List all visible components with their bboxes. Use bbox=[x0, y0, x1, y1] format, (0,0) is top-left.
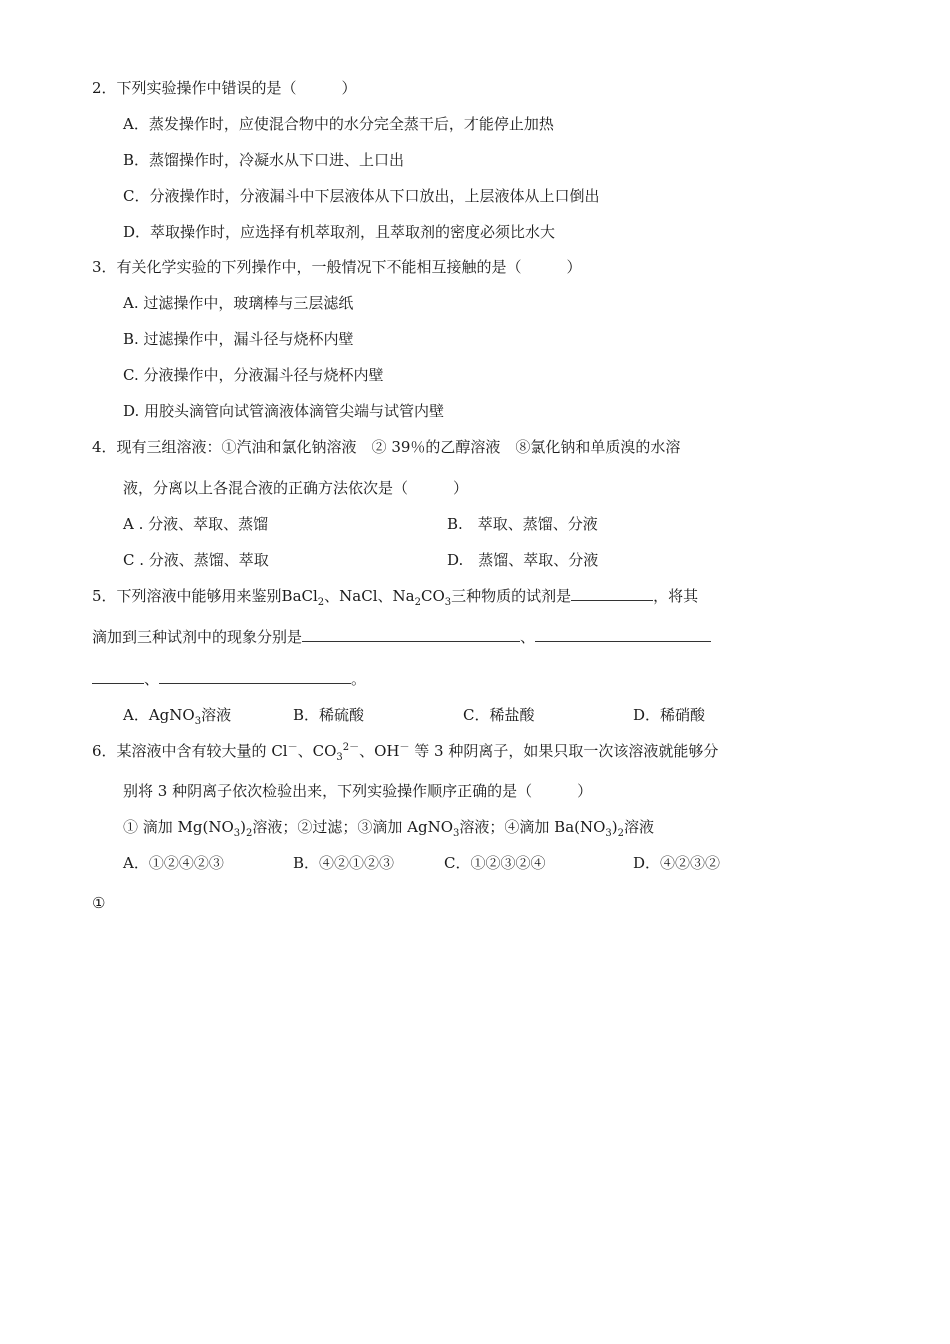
q4-option-b: B. 萃取、蒸馏、分液 bbox=[447, 515, 598, 533]
q5-option-b: B．稀硫酸 bbox=[293, 706, 365, 724]
q6-option-b: B．④②①②③ bbox=[293, 854, 395, 872]
q3-stem: 3．有关化学实验的下列操作中，一般情况下不能相互接触的是（ ） bbox=[92, 258, 582, 276]
q6-option-a: A．①②④②③ bbox=[123, 854, 224, 872]
q5-period: 。 bbox=[351, 670, 367, 688]
q5-option-a: A．AgNO$_3$溶液 bbox=[123, 706, 232, 727]
q5-option-d: D．稀硝酸 bbox=[633, 706, 706, 724]
q4-option-c: C . 分液、蒸馏、萃取 bbox=[123, 551, 269, 569]
q6-option-c: C．①②③②④ bbox=[444, 854, 546, 872]
q5-separator: 、 bbox=[144, 670, 160, 688]
q2-option-c: C．分液操作时，分液漏斗中下层液体从下口放出，上层液体从上口倒出 bbox=[123, 187, 600, 205]
q4-option-d: D. 蒸馏、萃取、分液 bbox=[447, 551, 599, 569]
formula-nacl-na2co3: 、NaCl、$Na_2CO_3$ bbox=[324, 587, 452, 608]
q5-stem-line1 bbox=[92, 586, 698, 606]
q6-option-d-wrap: ① bbox=[92, 894, 106, 912]
q5-answer-blank-2a[interactable] bbox=[535, 627, 711, 642]
q5-answer-blank-reagent[interactable] bbox=[571, 586, 653, 601]
q4-stem-line2: 液，分离以上各混合液的正确方法依次是（ ） bbox=[123, 479, 469, 497]
q5-separator: 、 bbox=[520, 628, 536, 646]
q5-stem-prefix: 5．下列溶液中能够用来鉴别 bbox=[92, 587, 282, 605]
formula-bacl2: BaCl$_2$ bbox=[281, 587, 325, 608]
q5-stem-suffix: 三种物质的试剂是 bbox=[451, 587, 572, 605]
q5-stem-line3 bbox=[92, 669, 366, 689]
q5-option-c: C．稀盐酸 bbox=[463, 706, 535, 724]
q3-option-a: A. 过滤操作中，玻璃棒与三层滤纸 bbox=[123, 294, 354, 312]
q6-steps: ① 滴加 $Mg(NO_3)_2$溶液；②过滤；③滴加 AgNO$_3$溶液；④滴加 $Ba(NO_3)_2$溶液 bbox=[123, 818, 655, 839]
q5-line2-prefix: 滴加到三种试剂中的现象分别是 bbox=[92, 628, 303, 646]
q5-stem-line2 bbox=[92, 627, 711, 647]
q4-option-a: A . 分液、萃取、蒸馏 bbox=[123, 515, 269, 533]
q6-stem-line2: 别将 3 种阴离子依次检验出来，下列实验操作顺序正确的是（ ） bbox=[123, 782, 593, 800]
q5-stem-end: ，将其 bbox=[653, 587, 699, 605]
q5-answer-blank-2b[interactable] bbox=[92, 669, 144, 684]
q5-answer-blank-1[interactable] bbox=[302, 627, 520, 642]
q3-option-c: C. 分液操作中，分液漏斗径与烧杯内壁 bbox=[123, 366, 384, 384]
q2-stem: 2．下列实验操作中错误的是（ ） bbox=[92, 79, 357, 97]
q2-option-a: A．蒸发操作时，应使混合物中的水分完全蒸干后，才能停止加热 bbox=[123, 115, 554, 133]
q3-option-b: B. 过滤操作中，漏斗径与烧杯内壁 bbox=[123, 330, 354, 348]
q6-stem-line1: 6．某溶液中含有较大量的 Cl－、$CO_3^{2-}$、OH－ 等 3 种阴离子，如果只取一次该溶液就能够分 bbox=[92, 742, 719, 763]
q3-option-d: D. 用胶头滴管向试管滴液体滴管尖端与试管内壁 bbox=[123, 402, 445, 420]
q4-stem-line1: 4．现有三组溶液：①汽油和氯化钠溶液 ② 39％的乙醇溶液 ⑧氯化钠和单质溴的水溶 bbox=[92, 438, 681, 456]
q6-option-d: D．④②③② bbox=[633, 854, 721, 872]
q2-option-d: D．萃取操作时，应选择有机萃取剂，且萃取剂的密度必须比水大 bbox=[123, 223, 556, 241]
q2-option-b: B．蒸馏操作时，冷凝水从下口进、上口出 bbox=[123, 151, 405, 169]
q5-answer-blank-3[interactable] bbox=[159, 669, 351, 684]
